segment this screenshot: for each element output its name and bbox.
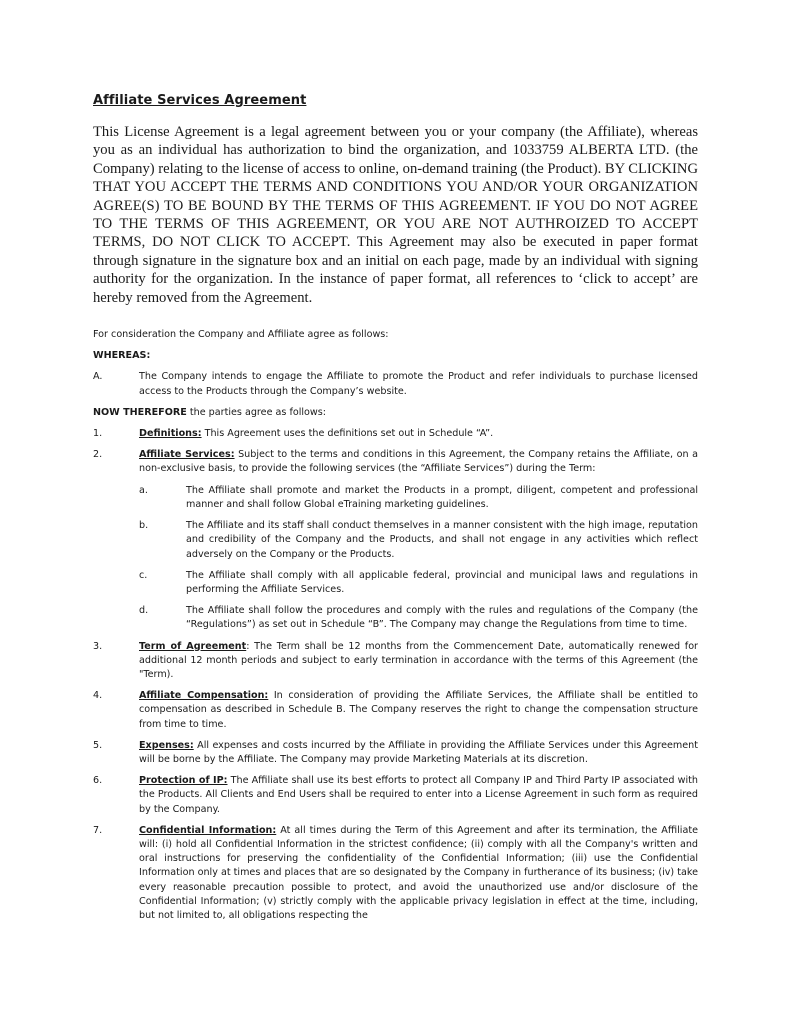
- clause-number: 2.: [93, 449, 103, 461]
- recital-text: The Company intends to engage the Affiliate to promote the Product and refer individuals to purchase licensed access to the Products through the Company’s website.: [139, 371, 698, 397]
- clause-text: All expenses and costs incurred by the Affiliate in providing the Affiliate Services under this Agreement will be borne by the Affiliate. The Company may provide Marketing Materials at its discretion.: [139, 739, 698, 765]
- clause-2: [93, 448, 698, 632]
- subitem-marker: d.: [139, 605, 149, 617]
- clause-6: [93, 774, 698, 817]
- clause-3: [93, 640, 698, 683]
- subitem-text: The Affiliate shall promote and market the Products in a prompt, diligent, competent and professional manner and shall follow Global eTraining marketing guidelines.: [186, 484, 698, 510]
- clause-4: [93, 689, 698, 732]
- clause-number: 6.: [93, 775, 103, 787]
- clause-number: 5.: [93, 739, 103, 751]
- clause-heading: Confidential Information:: [139, 824, 277, 836]
- clause-number: 7.: [93, 824, 103, 836]
- subitem-marker: a.: [139, 484, 148, 496]
- clause-heading: Expenses:: [139, 739, 194, 751]
- clause-number: 4.: [93, 690, 103, 702]
- clause-7: [93, 824, 698, 923]
- subitem-text: The Affiliate shall comply with all applicable federal, provincial and municipal laws and regulations in performing the Affiliate Services.: [186, 569, 698, 595]
- clause-1: [93, 427, 698, 441]
- subitem-text: The Affiliate shall follow the procedures and comply with the rules and regulations of the Company (the “Regulations”) as set out in Schedule “B”. The Company may change the Regulations from time to time.: [186, 605, 698, 631]
- subitem-text: The Affiliate and its staff shall conduct themselves in a manner consistent with the high image, reputation and credibility of the Company and the Products, and shall not engage in any activities which reflect adversely on the Company or the Products.: [186, 520, 698, 560]
- clause-number: 1.: [93, 428, 103, 440]
- now-therefore-line: [93, 406, 698, 420]
- now-therefore-bold: NOW THEREFORE: [93, 406, 187, 418]
- now-therefore-rest: the parties agree as follows:: [186, 406, 326, 418]
- clause-heading: Definitions:: [139, 428, 202, 440]
- consideration-text: For consideration the Company and Affiliate agree as follows:: [93, 329, 389, 341]
- intro-paragraph: This License Agreement is a legal agreement between you or your company (the Affiliate), whereas you as an individual has authorization to bind the organization, and 1033759 ALBERTA LTD. (the Company) relating to the license of access to online, on-demand training (the Product). BY CLICKING THAT YOU ACCEPT THE TERMS AND CONDITIONS YOU AND/OR YOUR ORGANIZATION AGREE(S) TO BE BOUND BY THE TERMS OF THIS AGREEMENT. IF YOU DO NOT AGREE TO THE TERMS OF THIS AGREEMENT, OR YOU ARE NOT AUTHROIZED TO ACCEPT TERMS, DO NOT CLICK TO ACCEPT. This Agreement may also be executed in paper format through signature in the signature box and an initial on each page, made by an individual with signing authority for the organization. In the instance of paper format, all references to ‘click to accept’ are hereby removed from the Agreement.: [93, 124, 698, 306]
- subitem-a: [139, 484, 698, 512]
- clause-text: : The Term shall be 12 months from the Commencement Date, automatically renewed for additional 12 month periods and subject to early termination in accordance with the terms of this Agreement (the "Term).: [139, 640, 699, 680]
- clause-heading: Affiliate Services:: [139, 449, 235, 461]
- subitem-c: [139, 569, 698, 597]
- recital-marker: A.: [93, 371, 103, 383]
- subitem-b: [139, 519, 698, 562]
- clause-text: This Agreement uses the definitions set out in Schedule “A”.: [201, 428, 494, 440]
- whereas-label: WHEREAS:: [93, 350, 151, 362]
- clause-text: In consideration of providing the Affiliate Services, the Affiliate shall be entitled to compensation as described in Schedule B. The Company reserves the right to change the compensation structure from time to time.: [139, 690, 698, 730]
- subitem-d: [139, 604, 698, 632]
- subitem-marker: c.: [139, 569, 148, 581]
- clause-5: [93, 739, 698, 767]
- clause-number: 3.: [93, 640, 103, 652]
- recital-a: [93, 370, 698, 398]
- clause-text: Subject to the terms and conditions in this Agreement, the Company retains the Affiliate, on a non-exclusive basis, to provide the following services (the “Affiliate Services”) during the Term:: [139, 449, 699, 475]
- subitem-marker: b.: [139, 520, 149, 532]
- document-title: Affiliate Services Agreement: [93, 93, 307, 108]
- clause-heading: Protection of IP:: [139, 775, 228, 787]
- clause-heading: Term of Agreement: [139, 640, 247, 652]
- clause-text: The Affiliate shall use its best efforts to protect all Company IP and Third Party IP associated with the Products. All Clients and End Users shall be required to enter into a License Agreement in such form as required by the Company.: [139, 775, 698, 815]
- clause-text: At all times during the Term of this Agreement and after its termination, the Affiliate will: (i) hold all Confidential Information in the strictest confidence; (ii) comply with all the Company's written and oral instructions for preserving the confidentiality of the Confidential Information; (iii) use the Confidential Information only at times and places that are so designated by the Company in furtherance of its business; (iv) take every reasonable precaution possible to protect, and avoid the unauthorized use and/or disclosure of the Confidential Information; (v) strictly comply with the applicable privacy legislation in effect at the time, including, but not limited to, all obligations respecting the: [139, 824, 698, 921]
- clause-heading: Affiliate Compensation:: [139, 690, 269, 702]
- document-page: [93, 92, 698, 930]
